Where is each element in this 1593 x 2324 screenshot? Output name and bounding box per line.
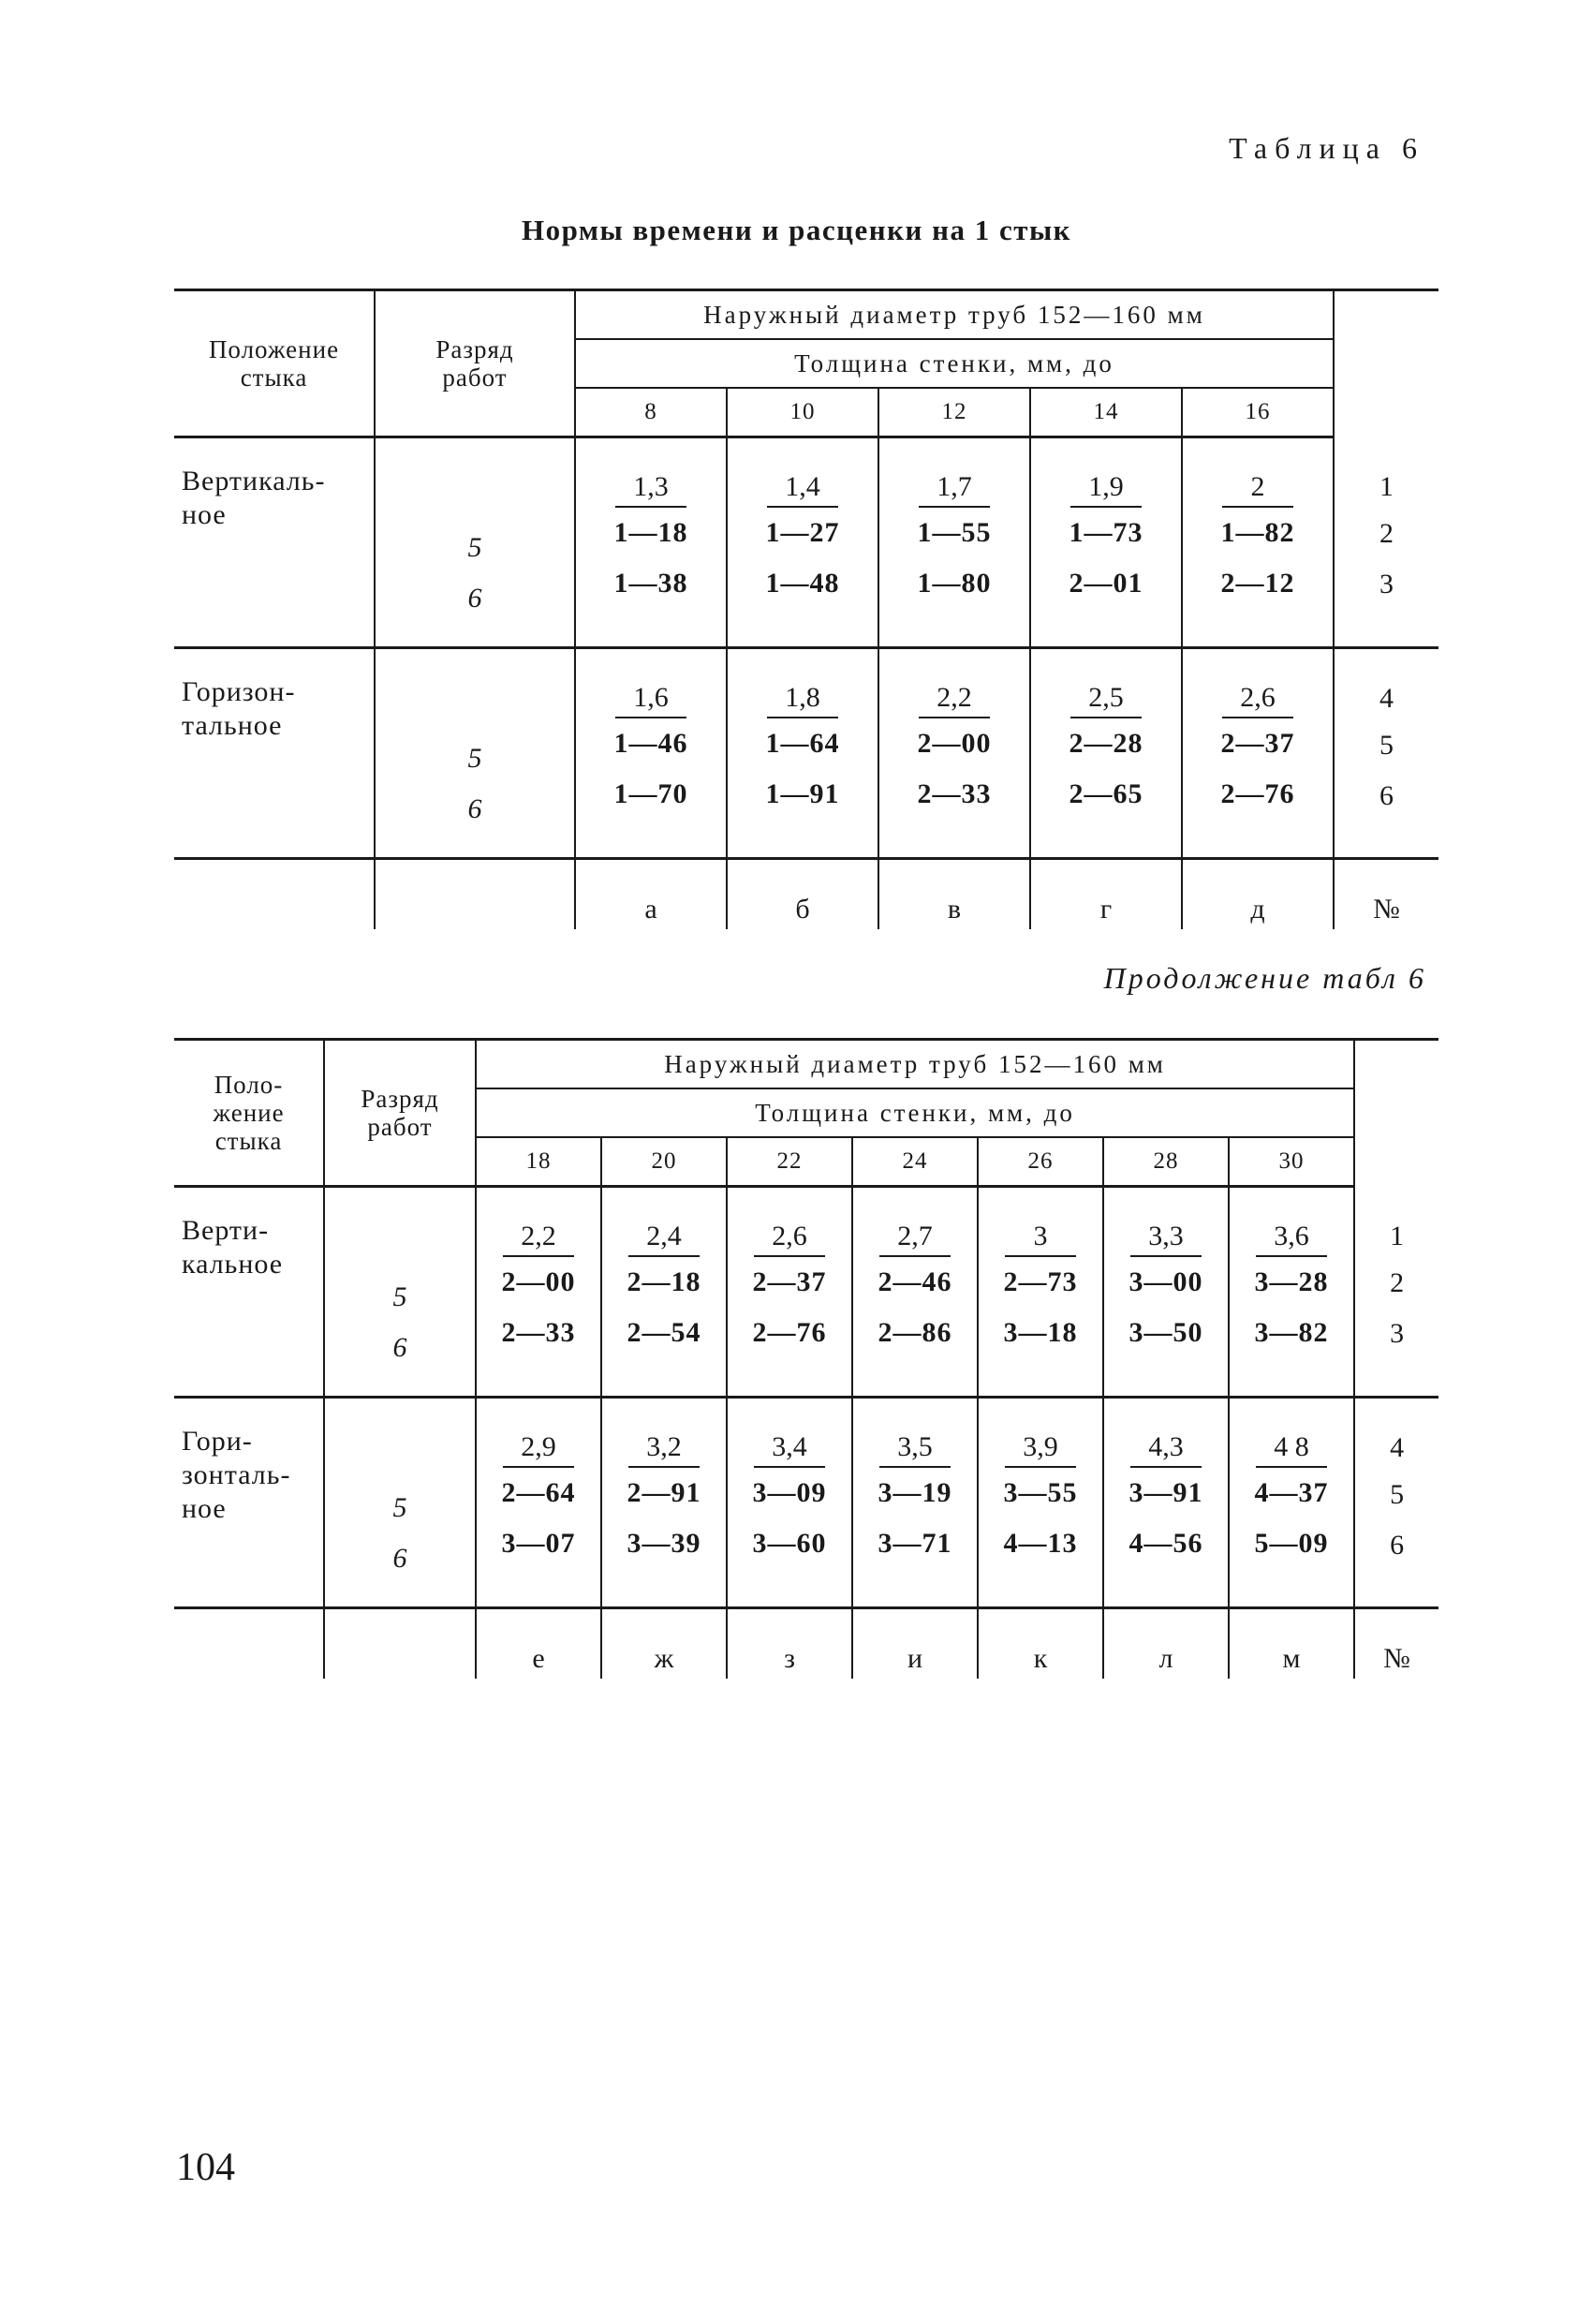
value-cell — [1182, 648, 1334, 859]
thickness-24: 24 — [852, 1137, 978, 1187]
norm-time-value: 1,7 — [919, 468, 990, 508]
norm-time-value: 2,9 — [503, 1428, 574, 1468]
position-name-line: Гори- — [182, 1426, 253, 1457]
column-letter: б — [727, 859, 878, 930]
position-name — [174, 648, 375, 859]
column-letter: з — [727, 1608, 852, 1680]
rate-grade-6: 2—86 — [878, 1317, 952, 1348]
rate-grade-6: 4—56 — [1128, 1528, 1203, 1559]
grade-value: 6 — [392, 1332, 407, 1363]
row-number: 4 — [1379, 683, 1394, 714]
thickness-14: 14 — [1030, 388, 1182, 437]
rate-grade-6: 1—91 — [765, 778, 840, 809]
rate-grade-5: 2—18 — [627, 1266, 701, 1297]
header-wall: Толщина стенки, мм, до — [476, 1088, 1354, 1137]
rate-grade-6: 2—65 — [1069, 778, 1143, 809]
rate-grade-5: 2—73 — [1003, 1266, 1078, 1297]
row-number: 2 — [1390, 1266, 1405, 1298]
rate-grade-6: 1—38 — [613, 568, 688, 599]
value-cell — [1103, 1398, 1229, 1608]
norm-time-value: 3,6 — [1256, 1218, 1327, 1257]
norm-time-value: 4 8 — [1256, 1428, 1327, 1468]
rate-grade-5: 2—28 — [1069, 728, 1143, 759]
norm-time — [477, 1216, 600, 1257]
rate-grade-5: 3—91 — [1128, 1477, 1203, 1508]
norm-time-value: 1,6 — [615, 679, 686, 718]
row-number: 1 — [1390, 1220, 1405, 1251]
grade-spacer — [325, 1223, 475, 1272]
norm-time-value: 2,4 — [628, 1218, 700, 1257]
thickness-22: 22 — [727, 1137, 852, 1187]
rate-grade-6: 3—18 — [1003, 1317, 1078, 1348]
norm-time-value: 3 — [1005, 1218, 1076, 1257]
grade-value: 6 — [467, 793, 482, 824]
rate-grade-5: 2—46 — [878, 1266, 952, 1297]
rate-grade-5: 1—64 — [765, 728, 840, 759]
norm-time-value: 2,5 — [1070, 679, 1142, 718]
column-letter: в — [878, 859, 1030, 930]
header-empty — [1334, 290, 1438, 437]
rate-grade-6: 1—70 — [613, 778, 688, 809]
rate-grade-5: 2—37 — [1220, 728, 1295, 759]
norm-time — [1104, 1427, 1228, 1468]
rate-grade-5: 1—27 — [765, 517, 840, 548]
row-number: 1 — [1379, 470, 1394, 502]
rate-grade-6: 3—71 — [878, 1528, 952, 1559]
value-cell — [476, 1187, 601, 1398]
grade-value: 5 — [467, 532, 482, 563]
rate-grade-5: 1—18 — [613, 517, 688, 548]
rate-grade-6: 3—50 — [1128, 1317, 1203, 1348]
rate-grade-5: 2—91 — [627, 1477, 701, 1508]
norm-time — [728, 677, 878, 718]
norm-time — [1230, 1216, 1353, 1257]
norm-time — [1230, 1427, 1353, 1468]
norms-table-2 — [174, 1038, 1438, 1679]
norm-time — [576, 677, 726, 718]
thickness-18: 18 — [476, 1137, 601, 1187]
norm-time — [576, 466, 726, 508]
norm-time — [853, 1427, 977, 1468]
column-letter: ж — [601, 1608, 727, 1680]
row-numbers — [1334, 437, 1438, 648]
rate-grade-6: 1—48 — [765, 568, 840, 599]
norm-time-value: 3,5 — [879, 1428, 951, 1468]
letters-empty — [324, 1608, 476, 1680]
grade-cell — [324, 1398, 476, 1608]
grade-cell — [375, 648, 575, 859]
thickness-10: 10 — [727, 388, 878, 437]
row-number: 4 — [1390, 1432, 1405, 1463]
value-cell — [727, 437, 878, 648]
norm-time-value: 2,7 — [879, 1218, 951, 1257]
row-numbers — [1354, 1398, 1438, 1608]
value-cell — [575, 437, 727, 648]
rate-grade-5: 1—55 — [917, 517, 992, 548]
norm-time-value: 2 — [1222, 468, 1293, 508]
norm-time — [1104, 1216, 1228, 1257]
position-name — [174, 1187, 324, 1398]
norm-time-value: 1,3 — [615, 468, 686, 508]
rate-grade-5: 3—19 — [878, 1477, 952, 1508]
norm-time — [979, 1427, 1102, 1468]
value-cell — [727, 648, 878, 859]
position-name-line: тальное — [182, 710, 283, 741]
header-grade: Разряд работ — [375, 290, 575, 437]
continuation-label: Продолжение табл 6 — [1103, 961, 1426, 995]
header-diameter: Наружный диаметр труб 152—160 мм — [476, 1040, 1354, 1089]
norm-time-value: 2,2 — [919, 679, 990, 718]
rate-grade-5: 3—55 — [1003, 1477, 1078, 1508]
table-row — [174, 1187, 1438, 1398]
row-number: 3 — [1390, 1317, 1405, 1349]
value-cell — [601, 1398, 727, 1608]
header-diameter: Наружный диаметр труб 152—160 мм — [575, 290, 1334, 340]
value-cell — [1103, 1187, 1229, 1398]
column-letter: и — [852, 1608, 978, 1680]
header-position-line: стыка — [240, 363, 308, 392]
row-numbers — [1354, 1187, 1438, 1398]
thickness-30: 30 — [1229, 1137, 1354, 1187]
position-name-line: Вертикаль- — [182, 466, 326, 496]
value-cell — [575, 648, 727, 859]
rate-grade-6: 4—13 — [1003, 1528, 1078, 1559]
rate-grade-5: 1—73 — [1069, 517, 1143, 548]
value-cell — [1030, 437, 1182, 648]
value-cell — [727, 1398, 852, 1608]
position-name-line: кальное — [182, 1249, 284, 1280]
page-number: 104 — [176, 2146, 235, 2189]
norm-time-value: 4,3 — [1130, 1428, 1202, 1468]
norm-time — [1183, 466, 1333, 508]
norm-time — [879, 466, 1029, 508]
norm-time — [477, 1427, 600, 1468]
rate-grade-6: 1—80 — [917, 568, 992, 599]
value-cell — [727, 1187, 852, 1398]
column-letter: а — [575, 859, 727, 930]
norm-time-value: 2,6 — [1222, 679, 1293, 718]
grade-cell — [375, 437, 575, 648]
row-numbers — [1334, 648, 1438, 859]
thickness-28: 28 — [1103, 1137, 1229, 1187]
grade-spacer — [325, 1434, 475, 1483]
norm-time-value: 3,3 — [1130, 1218, 1202, 1257]
rate-grade-5: 1—46 — [613, 728, 688, 759]
position-name-line: ное — [182, 499, 227, 530]
rate-grade-6: 2—33 — [501, 1317, 576, 1348]
thickness-12: 12 — [878, 388, 1030, 437]
value-cell — [852, 1398, 978, 1608]
norm-time — [979, 1216, 1102, 1257]
value-cell — [878, 437, 1030, 648]
row-number: 5 — [1379, 730, 1394, 761]
column-letter: л — [1103, 1608, 1229, 1680]
header-wall: Толщина стенки, мм, до — [575, 339, 1334, 388]
norm-time-value: 1,4 — [767, 468, 838, 508]
norm-time — [853, 1216, 977, 1257]
norm-time-value: 3,2 — [628, 1428, 700, 1468]
norm-time-value: 1,9 — [1070, 468, 1142, 508]
norm-time — [602, 1427, 726, 1468]
norm-time — [728, 466, 878, 508]
grade-spacer — [376, 685, 574, 733]
column-letter: е — [476, 1608, 601, 1680]
rate-grade-5: 2—64 — [501, 1477, 576, 1508]
header-empty — [1354, 1040, 1438, 1187]
norm-time — [728, 1216, 851, 1257]
header-position-line: Положение — [208, 335, 340, 363]
rate-grade-6: 5—09 — [1254, 1528, 1329, 1559]
row-number: 3 — [1379, 568, 1394, 600]
norm-time-value: 2,6 — [754, 1218, 825, 1257]
column-letter: д — [1182, 859, 1334, 930]
rate-grade-6: 3—60 — [752, 1528, 827, 1559]
thickness-8: 8 — [575, 388, 727, 437]
norm-time — [879, 677, 1029, 718]
value-cell — [878, 648, 1030, 859]
rate-grade-6: 3—82 — [1254, 1317, 1329, 1348]
grade-spacer — [376, 474, 574, 523]
norm-time-value: 2,2 — [503, 1218, 574, 1257]
position-name — [174, 1398, 324, 1608]
value-cell — [978, 1187, 1103, 1398]
position-name-line: Верти- — [182, 1215, 270, 1246]
value-cell — [476, 1398, 601, 1608]
rate-grade-5: 3—00 — [1128, 1266, 1203, 1297]
grade-value: 6 — [392, 1543, 407, 1574]
norm-time — [1031, 677, 1181, 718]
row-number: 5 — [1390, 1479, 1405, 1510]
column-letter: м — [1229, 1608, 1354, 1680]
rate-grade-6: 3—39 — [627, 1528, 701, 1559]
row-number: 6 — [1390, 1530, 1405, 1561]
grade-value: 5 — [392, 1281, 407, 1312]
rate-grade-6: 3—07 — [501, 1528, 576, 1559]
letters-empty — [375, 859, 575, 930]
norm-time — [1183, 677, 1333, 718]
value-cell — [978, 1398, 1103, 1608]
no-label: № — [1334, 859, 1438, 930]
thickness-16: 16 — [1182, 388, 1334, 437]
grade-value: 5 — [392, 1492, 407, 1523]
norm-time — [728, 1427, 851, 1468]
value-cell — [1229, 1187, 1354, 1398]
thickness-26: 26 — [978, 1137, 1103, 1187]
rate-grade-5: 3—28 — [1254, 1266, 1329, 1297]
position-name — [174, 437, 375, 648]
column-letter: г — [1030, 859, 1182, 930]
norm-time — [1031, 466, 1181, 508]
position-name-line: Горизон- — [182, 676, 296, 707]
grade-value: 5 — [467, 743, 482, 774]
norm-time — [602, 1216, 726, 1257]
value-cell — [1229, 1398, 1354, 1608]
page-title: Нормы времени и расценки на 1 стык — [521, 214, 1072, 246]
norms-table-1 — [174, 289, 1438, 929]
table-label: Таблица 6 — [1229, 131, 1424, 165]
letters-empty — [174, 1608, 324, 1680]
rate-grade-5: 2—00 — [501, 1266, 576, 1297]
position-name-line: ное — [182, 1493, 227, 1524]
header-grade: Разряд работ — [324, 1040, 476, 1187]
position-name-line: зонталь- — [182, 1459, 291, 1490]
table-row — [174, 1398, 1438, 1608]
rate-grade-6: 2—12 — [1220, 568, 1295, 599]
rate-grade-5: 4—37 — [1254, 1477, 1329, 1508]
value-cell — [1030, 648, 1182, 859]
rate-grade-5: 2—37 — [752, 1266, 827, 1297]
norm-time-value: 1,8 — [767, 679, 838, 718]
rate-grade-6: 2—76 — [752, 1317, 827, 1348]
letters-empty — [174, 859, 375, 930]
rate-grade-6: 2—54 — [627, 1317, 701, 1348]
thickness-20: 20 — [601, 1137, 727, 1187]
rate-grade-5: 2—00 — [917, 728, 992, 759]
header-position — [174, 290, 375, 437]
rate-grade-6: 2—33 — [917, 778, 992, 809]
value-cell — [601, 1187, 727, 1398]
row-number: 6 — [1379, 780, 1394, 811]
grade-cell — [324, 1187, 476, 1398]
value-cell — [1182, 437, 1334, 648]
column-letter: к — [978, 1608, 1103, 1680]
norm-time-value: 3,9 — [1005, 1428, 1076, 1468]
no-label: № — [1354, 1608, 1438, 1680]
table-row — [174, 437, 1438, 648]
rate-grade-5: 1—82 — [1220, 517, 1295, 548]
rate-grade-5: 3—09 — [752, 1477, 827, 1508]
rate-grade-6: 2—01 — [1069, 568, 1143, 599]
grade-value: 6 — [467, 583, 482, 614]
header-position-short: Поло- жение стыка — [174, 1040, 324, 1187]
row-number: 2 — [1379, 517, 1394, 549]
table-row — [174, 648, 1438, 859]
norm-time-value: 3,4 — [754, 1428, 825, 1468]
value-cell — [852, 1187, 978, 1398]
rate-grade-6: 2—76 — [1220, 778, 1295, 809]
